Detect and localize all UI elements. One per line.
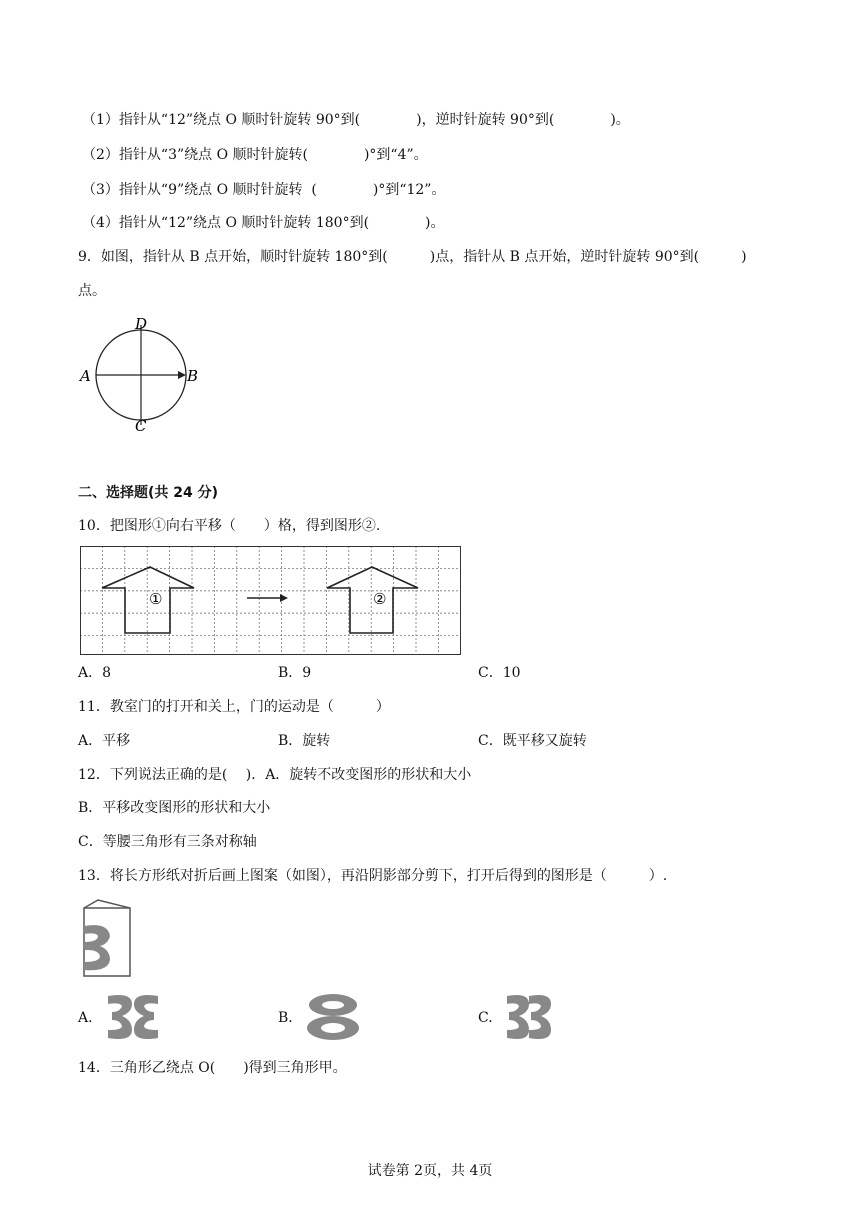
q14-text: 14．三角形乙绕点 O( )得到三角形甲。 — [78, 1060, 347, 1076]
q10-grid-figure — [80, 546, 464, 658]
q10-option-c: C．10 — [478, 665, 521, 681]
q11-option-c: C．既平移又旋转 — [478, 733, 587, 749]
option-c-shape — [505, 992, 555, 1042]
option-b-shape — [305, 992, 361, 1042]
q8-sub2: （2）指针从“3”绕点 O 顺时针旋转( )°到“4”。 — [82, 147, 428, 163]
q10-option-b: B．9 — [278, 665, 312, 681]
q8-sub1: （1）指针从“12”绕点 O 顺时针旋转 90°到( )，逆时针旋转 90°到( )。 — [82, 112, 630, 128]
option-a-shape — [106, 992, 160, 1042]
shaded-pattern — [84, 925, 110, 970]
q12-text: 12．下列说法正确的是( )．A．旋转不改变图形的形状和大小 — [78, 767, 472, 783]
shape-1-label: ① — [149, 590, 163, 608]
q9-circle-diagram — [75, 315, 215, 445]
section-title: 二、选择题(共 24 分) — [78, 485, 219, 501]
grid-lines — [80, 546, 460, 654]
q13-text: 13．将长方形纸对折后画上图案（如图），再沿阴影部分剪下，打开后得到的图形是（ ）. — [78, 868, 668, 884]
q11-option-a: A．平移 — [78, 733, 131, 749]
shape-2-label: ② — [373, 590, 387, 608]
folded-paper-figure — [80, 900, 140, 980]
page-footer: 试卷第 2页，共 4页 — [367, 1163, 493, 1179]
label-c: C — [135, 417, 147, 435]
q11-option-b: B．旋转 — [278, 733, 331, 749]
q13-option-b: B. — [278, 1010, 293, 1026]
label-a: A — [80, 367, 91, 385]
q8-sub4: （4）指针从“12”绕点 O 顺时针旋转 180°到( )。 — [82, 215, 445, 231]
q13-option-a: A. — [78, 1010, 93, 1026]
q10-text: 10．把图形①向右平移（ ）格，得到图形②. — [78, 518, 381, 534]
q9-text-line1: 9．如图，指针从 B 点开始，顺时针旋转 180°到( )点，指针从 B 点开始，逆时针旋转 90°到( ) — [78, 249, 747, 265]
q8-sub3: （3）指针从“9”绕点 O 顺时针旋转 ( )°到“12”。 — [82, 182, 446, 198]
q12-option-b: B．平移改变图形的形状和大小 — [78, 800, 271, 816]
q9-text-line2: 点。 — [78, 283, 106, 299]
q10-option-a: A．8 — [78, 665, 112, 681]
q11-text: 11．教室门的打开和关上，门的运动是（ ） — [78, 699, 390, 715]
shape-1 — [102, 567, 194, 633]
label-b: B — [187, 367, 199, 385]
q13-option-c: C. — [478, 1010, 493, 1026]
q12-option-c: C．等腰三角形有三条对称轴 — [78, 834, 257, 850]
label-d: D — [135, 315, 148, 333]
